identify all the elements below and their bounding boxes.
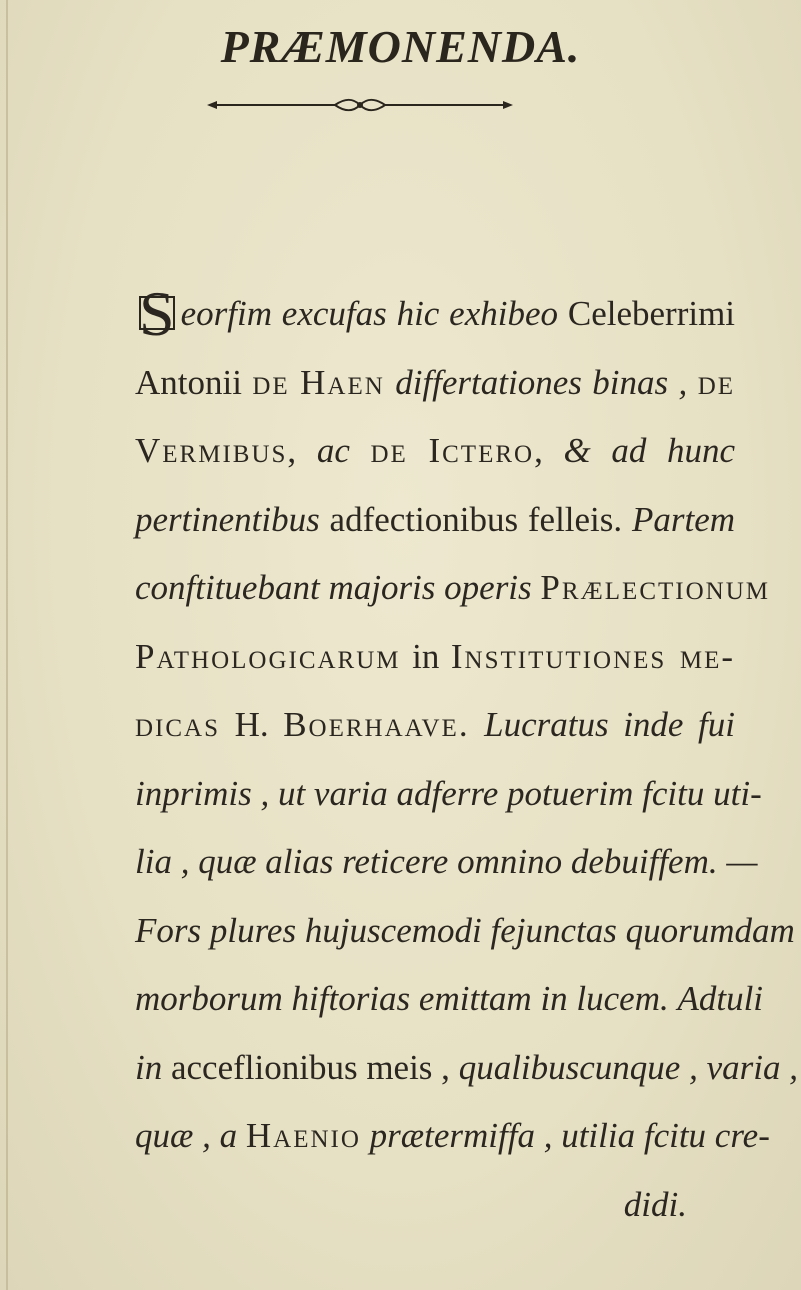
text-line-12: in acceflionibus meis , qualibuscunque , varia , [135, 1047, 798, 1087]
text-line-9: lia , quæ alias reticere omnino debuiffem. — [135, 842, 758, 881]
text-line-4: pertinentibus adfectionibus felleis. Partem [135, 499, 736, 539]
text-line-3: Vermibus, ac de Ictero, & ad hunc [135, 431, 736, 470]
text-line-2: Antonii de Haen differtationes binas , de [135, 362, 736, 402]
text-line-13: quæ , a Haenio prætermiffa , utilia fcitu cre- [135, 1116, 770, 1155]
text-line-8: inprimis , ut varia adferre potuerim fcitu uti- [135, 773, 762, 813]
text-line-5: conftituebant majoris operis Prælectionum [135, 568, 770, 607]
text-line-6: Pathologicarum in Institutiones me- [135, 636, 736, 676]
text-line-11: morborum hiftorias emittam in lucem. Adtuli [135, 979, 764, 1018]
page-title: PRÆMONENDA. [220, 21, 581, 72]
body-text [135, 278, 798, 1239]
text-line-1: Seorfim excufas hic exhibeo Celeberrimi [135, 280, 735, 349]
decorative-rule-icon [205, 96, 515, 114]
drop-cap: S [135, 292, 179, 334]
text-line-10: Fors plures hujuscemodi fejunctas quorumdam [135, 910, 795, 950]
text-line-7: dicas H. Boerhaave. Lucratus inde fui [135, 705, 735, 744]
text-line-14: didi. [623, 1184, 687, 1224]
page-edge [6, 0, 8, 1290]
